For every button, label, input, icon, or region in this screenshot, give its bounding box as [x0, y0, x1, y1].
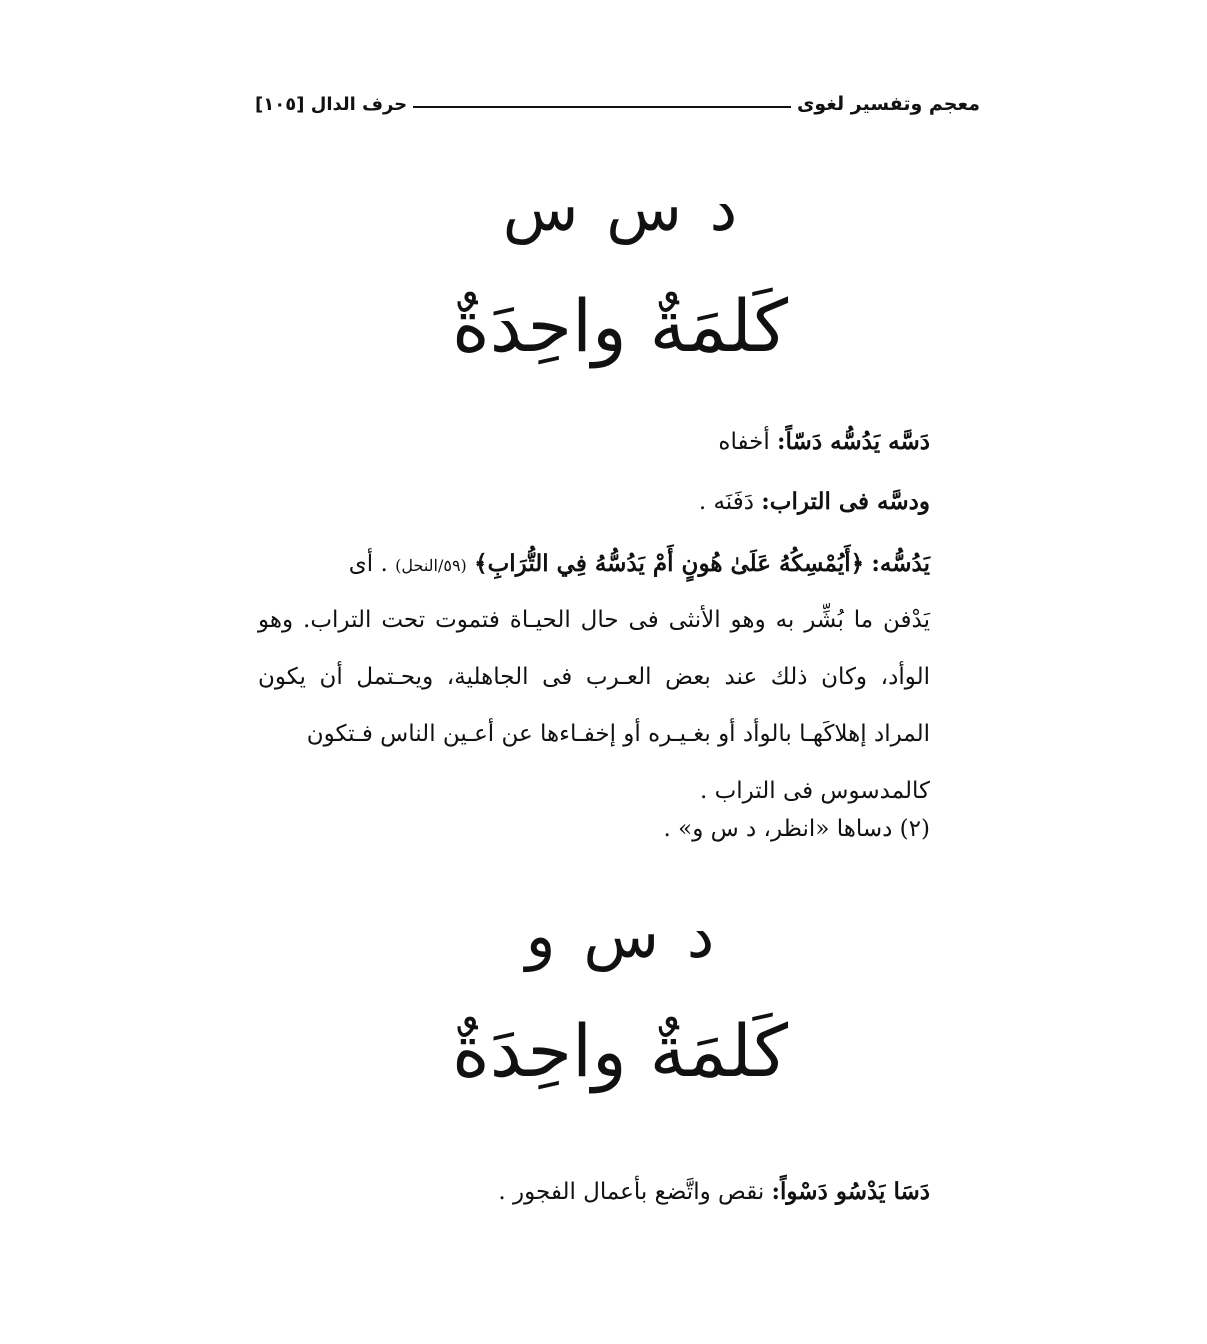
word-count-heading: كَلمَةٌ واحِدَةٌ	[451, 284, 789, 368]
definition-term-2: دَسَا يَدْسُو دَسْواً:	[771, 1178, 930, 1205]
running-header	[255, 88, 980, 120]
cross-reference: (٢) دساها «انظر، د س و» .	[663, 816, 930, 842]
header-rule	[413, 106, 791, 108]
quran-verse: ﴿أَيُمْسِكُهُ عَلَىٰ هُونٍ أَمْ يَدُسُّهُ فِي التُّرَابِ﴾	[474, 550, 865, 577]
definition-meaning: أخفاه	[718, 429, 770, 455]
usage-term: يَدُسُّه:	[871, 550, 930, 577]
word-count-heading-2: كَلمَةٌ واحِدَةٌ	[451, 1009, 789, 1093]
usage-line	[258, 550, 930, 579]
definition-line	[718, 428, 930, 457]
explanation-text: يَدْفن ما بُشِّر به وهو الأنثى فى حال الحيـاة فتموت تحت التراب. وهو الوأد، وكان ذلك عند بعض العـرب فى الجاهلية، ويحـتمل أن يكون المراد إهلاكَهـا بالوأد أو بغـيـره أو إخفـاءها عن أعـين الناس فـتكون	[258, 607, 930, 747]
root-heading: د س س	[502, 172, 738, 245]
root-heading-2: د س و	[525, 899, 715, 972]
definition-meaning-2: نقص واتَّضع بأعمال الفجور .	[498, 1179, 765, 1205]
sense-term: ودسَّه فى التراب:	[761, 488, 930, 515]
section-and-page-number: حرف الدال [١٠٥]	[255, 93, 408, 115]
definition-term: دَسَّه يَدُسُّه دَسّاً:	[777, 428, 930, 455]
explanation-start: . أى	[348, 551, 388, 577]
book-title: معجم وتفسير لغوى	[796, 93, 980, 115]
sense-meaning: دَفَنَه .	[698, 489, 754, 515]
definition-line-2	[498, 1178, 930, 1207]
verse-reference: (٥٩/النحل)	[395, 556, 467, 575]
explanation-paragraph	[258, 592, 930, 820]
sense-line	[699, 488, 930, 517]
explanation-end: كالمدسوس فى التراب .	[699, 778, 930, 804]
